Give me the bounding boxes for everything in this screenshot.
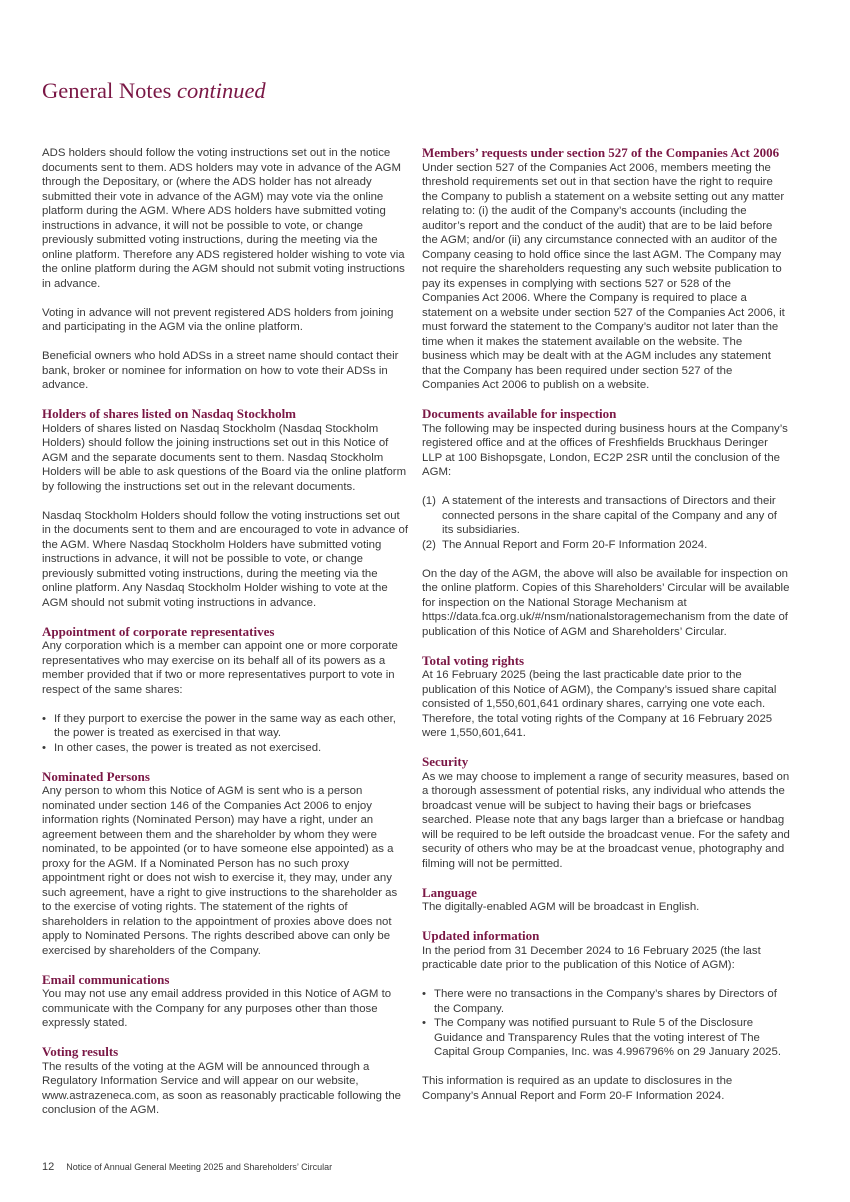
- security-section: [422, 755, 790, 871]
- corporate-paragraph: Any corporation which is a member can appoint one or more corporate representatives who may exercise on its behalf all of its powers as a member provided that if two or more representatives purport to vote in respect of the same shares:: [42, 640, 398, 696]
- documents-item-1-number: (1): [422, 495, 436, 507]
- updated-information-section: [422, 929, 790, 1103]
- email-paragraph: You may not use any email address provided in this Notice of AGM to communicate with the Company for any purposes other than those expressly stated.: [42, 988, 392, 1029]
- documents-paragraph-2: On the day of the AGM, the above will also be available for inspection on the online platform. Copies of this Shareholders’ Circular will be available for inspection on the National Storage Mechanism at https://data.fca.org.uk/#/nsm/nationalstoragemechanism from the date of publication of this Notice of AGM and Shareholders’ Circular.: [422, 567, 790, 638]
- left-column: [42, 146, 408, 1132]
- page-title-main: General Notes: [42, 78, 172, 103]
- total-voting-heading: Total voting rights: [422, 652, 525, 668]
- nominated-persons-section: [42, 770, 408, 959]
- corporate-bullet-list: [42, 712, 408, 756]
- updated-bullet-1: • There were no transactions in the Company’s shares by Directors of the Company.: [422, 987, 790, 1016]
- documents-heading: Documents available for inspection: [422, 406, 617, 421]
- corporate-bullet-2: • In other cases, the power is treated as not exercised.: [42, 741, 408, 756]
- voting-results-paragraph: The results of the voting at the AGM will be announced through a Regulatory Information Service and will appear on our website, www.astrazeneca.com, as soon as reasonably practicable following the conclusion of the AGM.: [42, 1060, 401, 1116]
- documents-item-1: [422, 494, 790, 538]
- nasdaq-paragraph-1: Holders of shares listed on Nasdaq Stockholm (Nasdaq Stockholm Holders) should follow the joining instructions set out in this Notice of AGM and the separate documents sent to them. Nasdaq Stockholm Holders will be able to ask questions of the Board via the online platform by following the instructions set out in the relevant documents.: [42, 422, 407, 493]
- right-column: [422, 146, 790, 1118]
- members-heading: Members’ requests under section 527 of the Companies Act 2006: [422, 145, 780, 160]
- ads-paragraph-1: ADS holders should follow the voting instructions set out in the notice documents sent to them. ADS holders may vote in advance of the AGM through the Depositary, or (where the ADS holder has not already submitted their vote in advance of the AGM) may vote via the online platform during the AGM. Where ADS holders have submitted voting instructions in advance, it will not be possible to vote, or change previously submitted voting instructions, during the meeting via the online platform. Therefore any ADS registered holder wishing to vote via the online platform during the AGM should not submit voting instructions in advance.: [42, 147, 405, 290]
- voting-results-section: [42, 1045, 408, 1118]
- corporate-representatives-section: [42, 625, 408, 756]
- updated-bullet-2: • The Company was notified pursuant to Rule 5 of the Disclosure Guidance and Transparency Rules that the voting interest of The Capital Group Companies, Inc. was 4.996796% on 29 January 2025.: [422, 1016, 790, 1060]
- ads-holders-section: [42, 146, 408, 393]
- total-voting-rights-section: [422, 654, 790, 741]
- voting-results-heading: Voting results: [42, 1044, 119, 1059]
- email-heading: Email communications: [42, 971, 170, 987]
- page-title: [42, 78, 266, 104]
- documents-section: [422, 407, 790, 639]
- nasdaq-section: [42, 407, 408, 610]
- nasdaq-heading: Holders of shares listed on Nasdaq Stockholm: [42, 406, 297, 421]
- updated-bullet-list: [422, 987, 790, 1060]
- ads-paragraph-2: Voting in advance will not prevent registered ADS holders from joining and participating in the AGM via the online platform.: [42, 306, 394, 333]
- nasdaq-paragraph-2: Nasdaq Stockholm Holders should follow the voting instructions set out in the documents sent to them and are encouraged to vote in advance of the AGM. Where Nasdaq Stockholm Holders have submitted voting instructions in advance, it will not be possible to vote, or change previously submitted voting instructions, during the meeting via the online platform. Any Nasdaq Stockholm Holder wishing to vote at the AGM should not submit voting instructions in advance.: [42, 509, 409, 609]
- documents-item-2: [422, 538, 790, 553]
- nominated-heading: Nominated Persons: [42, 768, 150, 784]
- footer-text: Notice of Annual General Meeting 2025 and Shareholders’ Circular: [66, 1162, 333, 1172]
- documents-paragraph: The following may be inspected during business hours at the Company’s registered office and at the offices of Freshfields Bruckhaus Deringer LLP at 100 Bishopsgate, London, EC2P 2SR until the conclusion of the AGM:: [422, 422, 788, 478]
- language-paragraph: The digitally-enabled AGM will be broadcast in English.: [422, 901, 700, 913]
- updated-paragraph: In the period from 31 December 2024 to 16 February 2025 (the last practicable date prior to the publication of this Notice of AGM):: [422, 944, 761, 971]
- security-heading: Security: [422, 754, 469, 769]
- ads-paragraph-3: Beneficial owners who hold ADSs in a street name should contact their bank, broker or nominee for information on how to vote their ADSs in advance.: [42, 350, 399, 391]
- corporate-bullet-1: • If they purport to exercise the power in the same way as each other, the power is treated as exercised in that way.: [42, 712, 408, 741]
- documents-item-2-text: The Annual Report and Form 20-F Information 2024.: [442, 538, 708, 551]
- nominated-paragraph: Any person to whom this Notice of AGM is sent who is a person nominated under section 146 of the Companies Act 2006 to enjoy information rights (Nominated Person) may have a right, under an agreement between them and the shareholder by whom they were nominated, to be appointed (or to have someone else appointed) as a proxy for the AGM. If a Nominated Person has no such proxy appointment right or does not wish to exercise it, they may, under any such agreement, have a right to give instructions to the shareholder as to the exercise of voting rights. The statement of the rights of shareholders in relation to the appointment of proxies above does not apply to Nominated Persons. The rights described above can only be exercised by shareholders of the Company.: [42, 785, 398, 957]
- documents-item-1-text: A statement of the interests and transactions of Directors and their connected persons in the share capital of the Company and any of its subsidiaries.: [442, 495, 777, 536]
- updated-paragraph-2: This information is required as an update to disclosures in the Company’s Annual Report and Form 20-F Information 2024.: [422, 1075, 733, 1102]
- documents-item-2-number: (2): [422, 538, 436, 551]
- members-paragraph: Under section 527 of the Companies Act 2006, members meeting the threshold requirements set out in that section have the right to require the Company to publish a statement on a website setting out any matter relating to: (i) the audit of the Company’s accounts (including the auditor’s report and the conduct of the audit) that are to be laid before the AGM; and/or (ii) any circumstance connected with an auditor of the Company ceasing to hold office since the last AGM. The Company may not require the shareholders requesting any such website publication to pay its expenses in complying with sections 527 or 528 of the Companies Act 2006. Where the Company is required to place a statement on a website under section 527 of the Companies Act 2006, it must forward the statement to the Company’s auditor not later than the time when it makes the statement available on the website. The business which may be dealt with at the AGM includes any statement that the Company has been required under section 527 of the Companies Act 2006 to publish on a website.: [422, 161, 785, 391]
- language-heading: Language: [422, 884, 477, 900]
- language-section: [422, 886, 790, 915]
- email-section: [42, 973, 408, 1031]
- members-requests-section: [422, 146, 790, 393]
- total-voting-paragraph: At 16 February 2025 (being the last practicable date prior to the publication of this Notice of AGM), the Company’s issued share capital consisted of 1,550,601,641 ordinary shares, carrying one vote each. Therefore, the total voting rights of the Company at 16 February 2025 were 1,550,601,641.: [422, 669, 777, 739]
- page-title-continued: continued: [176, 78, 266, 103]
- security-paragraph: As we may choose to implement a range of security measures, based on a thorough assessment of potential risks, any individual who attends the broadcast venue will be subject to having their bags or briefcases searched. Please note that any bags larger than a briefcase or handbag will be required to be left outside the broadcast venue. For the safety and security of others who may be at the broadcast venue, photography and filming will not be permitted.: [422, 770, 790, 870]
- updated-heading: Updated information: [422, 928, 540, 943]
- page-number: 12: [42, 1161, 55, 1173]
- corporate-heading: Appointment of corporate representatives: [42, 623, 275, 639]
- documents-numbered-list: [422, 494, 790, 552]
- page-footer: [42, 1161, 332, 1173]
